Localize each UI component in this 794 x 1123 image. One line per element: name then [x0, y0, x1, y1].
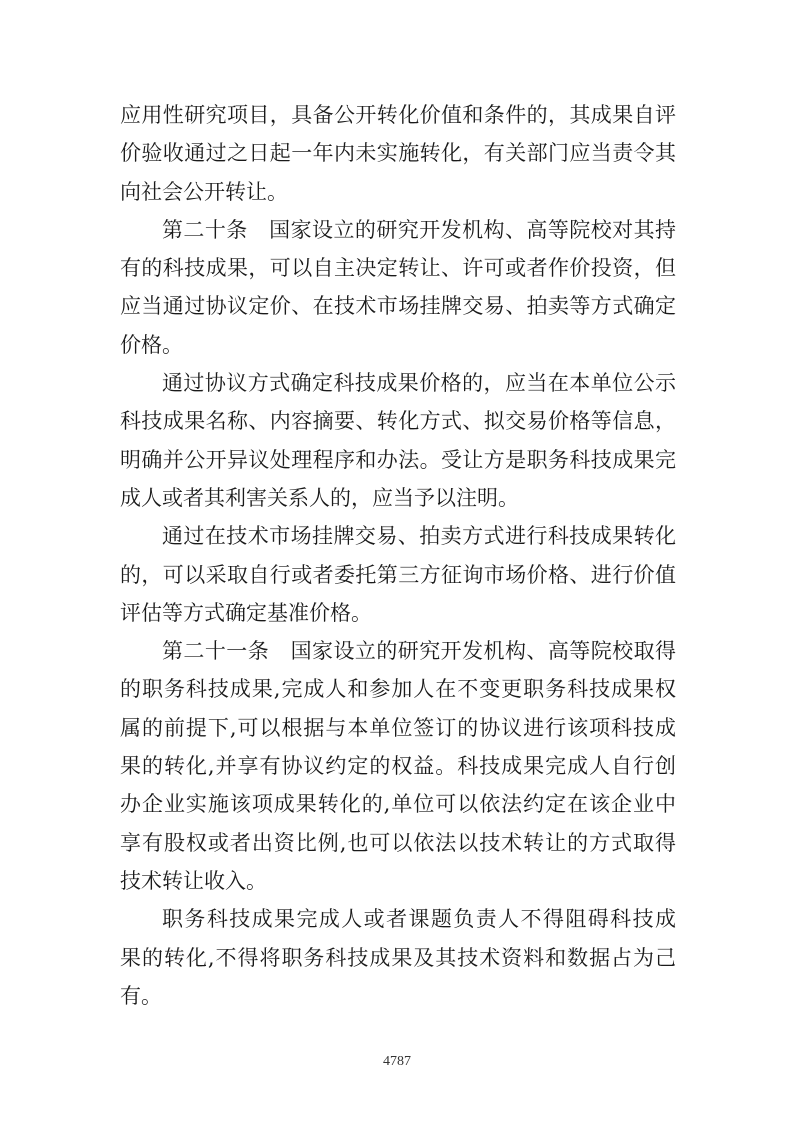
- paragraph-line: 成人或者其利害关系人的，应当予以注明。: [120, 485, 519, 510]
- paragraph-line: 明确并公开异议处理程序和办法。受让方是职务科技成果完: [120, 447, 676, 472]
- article-heading-line: 第二十一条 国家设立的研究开发机构、高等院校取得: [162, 639, 676, 664]
- paragraph-line: 有。: [120, 983, 162, 1008]
- paragraph-line: 职务科技成果完成人或者课题负责人不得阻碍科技成: [162, 907, 676, 932]
- paragraph-line: 办企业实施该项成果转化的,单位可以依法约定在该企业中: [120, 792, 676, 817]
- paragraph-line: 的职务科技成果,完成人和参加人在不变更职务科技成果权: [120, 677, 676, 702]
- paragraph-line: 享有股权或者出资比例,也可以依法以技术转让的方式取得: [120, 830, 676, 855]
- page-number: 4787: [383, 1054, 411, 1069]
- paragraph-line: 的，可以采取自行或者委托第三方征询市场价格、进行价值: [120, 562, 676, 587]
- paragraph-line: 价格。: [120, 332, 183, 357]
- paragraph-line: 通过协议方式确定科技成果价格的，应当在本单位公示: [162, 371, 676, 396]
- document-body: [120, 96, 676, 1015]
- paragraph-line: 价验收通过之日起一年内未实施转化，有关部门应当责令其: [120, 141, 676, 166]
- paragraph-line: 果的转化,并享有协议约定的权益。科技成果完成人自行创: [120, 754, 676, 779]
- paragraph-line: 评估等方式确定基准价格。: [120, 600, 372, 625]
- paragraph-line: 果的转化,不得将职务科技成果及其技术资料和数据占为己: [120, 945, 676, 970]
- paragraph-line: 技术转让收入。: [120, 868, 267, 893]
- paragraph-line: 属的前提下,可以根据与本单位签订的协议进行该项科技成: [120, 715, 676, 740]
- paragraph-line: 有的科技成果，可以自主决定转让、许可或者作价投资，但: [120, 256, 676, 281]
- article-heading-line: 第二十条 国家设立的研究开发机构、高等院校对其持: [162, 217, 676, 242]
- paragraph-line: 通过在技术市场挂牌交易、拍卖方式进行科技成果转化: [162, 524, 676, 549]
- paragraph-line: 向社会公开转让。: [120, 179, 288, 204]
- paragraph-line: 科技成果名称、内容摘要、转化方式、拟交易价格等信息，: [120, 409, 676, 434]
- paragraph-line: 应当通过协议定价、在技术市场挂牌交易、拍卖等方式确定: [120, 294, 676, 319]
- paragraph-line: 应用性研究项目，具备公开转化价值和条件的，其成果自评: [120, 103, 676, 127]
